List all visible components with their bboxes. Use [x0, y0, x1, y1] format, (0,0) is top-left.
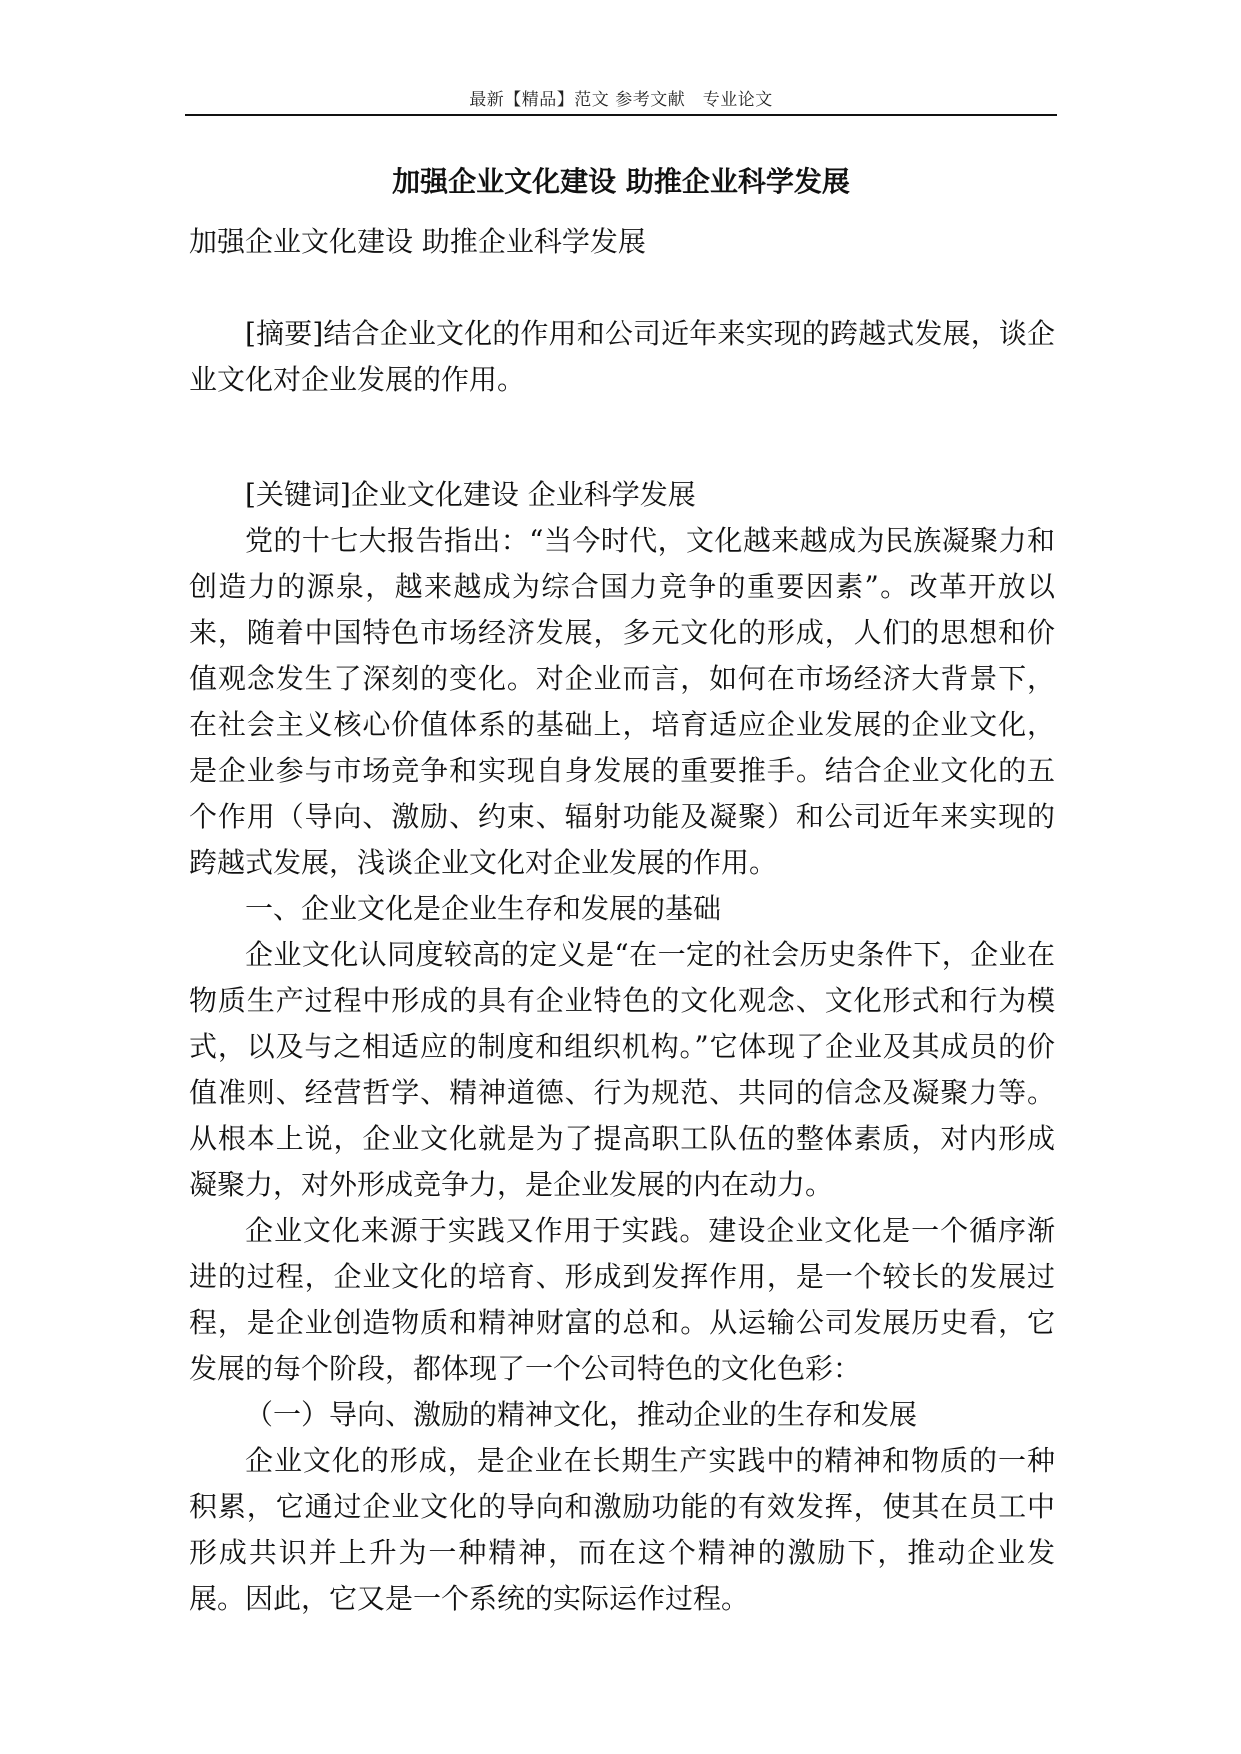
abstract-paragraph: [摘要]结合企业文化的作用和公司近年来实现的跨越式发展，谈企业文化对企业发展的作用。: [189, 317, 1055, 396]
section-heading-1: 一、企业文化是企业生存和发展的基础: [245, 892, 722, 925]
header-divider: [185, 114, 1057, 116]
subsection-heading-1: （一）导向、激励的精神文化，推动企业的生存和发展: [245, 1398, 918, 1431]
formation-paragraph: 企业文化的形成，是企业在长期生产实践中的精神和物质的一种积累，它通过企业文化的导向和激励功能的有效发挥，使其在员工中形成共识并上升为一种精神，而在这个精神的激励下，推动企业发展。因此，它又是一个系统的实际运作过程。: [189, 1444, 1055, 1615]
document-title: 加强企业文化建设 助推企业科学发展: [392, 165, 850, 198]
definition-paragraph: 企业文化认同度较高的定义是“在一定的社会历史条件下，企业在物质生产过程中形成的具有企业特色的文化观念、文化形式和行为模式，以及与之相适应的制度和组织机构。”它体现了企业及其成员的价值准则、经营哲学、精神道德、行为规范、共同的信念及凝聚力等。从根本上说，企业文化就是为了提高职工队伍的整体素质，对内形成凝聚力，对外形成竞争力，是企业发展的内在动力。: [189, 938, 1055, 1201]
document-body: [189, 219, 1055, 1622]
keywords-paragraph: [关键词]企业文化建设 企业科学发展: [245, 478, 696, 511]
practice-paragraph: 企业文化来源于实践又作用于实践。建设企业文化是一个循序渐进的过程，企业文化的培育、形成到发挥作用，是一个较长的发展过程，是企业创造物质和精神财富的总和。从运输公司发展历史看，它发展的每个阶段，都体现了一个公司特色的文化色彩：: [189, 1214, 1055, 1385]
page-header: 最新【精品】范文 参考文献 专业论文: [469, 90, 773, 110]
intro-paragraph: 党的十七大报告指出：“当今时代，文化越来越成为民族凝聚力和创造力的源泉，越来越成为综合国力竞争的重要因素”。改革开放以来，随着中国特色市场经济发展，多元文化的形成，人们的思想和价值观念发生了深刻的变化。对企业而言，如何在市场经济大背景下，在社会主义核心价值体系的基础上，培育适应企业发展的企业文化，是企业参与市场竞争和实现自身发展的重要推手。结合企业文化的五个作用（导向、激励、约束、辐射功能及凝聚）和公司近年来实现的跨越式发展，浅谈企业文化对企业发展的作用。: [189, 524, 1055, 879]
subtitle-paragraph: 加强企业文化建设 助推企业科学发展: [189, 225, 646, 258]
